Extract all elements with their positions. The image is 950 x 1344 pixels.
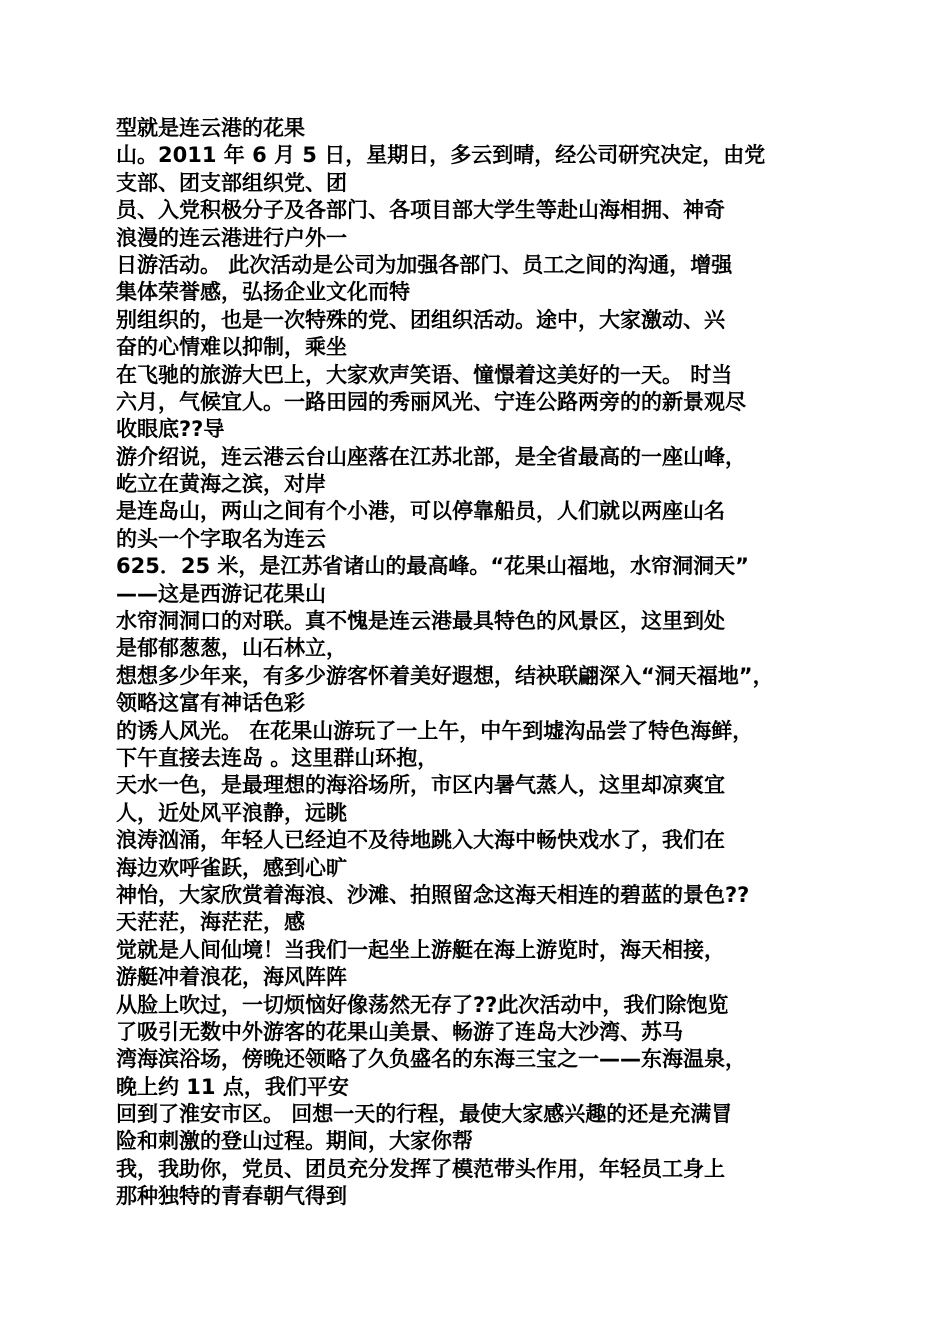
text-line: 的诱人风光。 在花果山游玩了一上午，中午到墟沟品尝了特色海鲜， [116,718,754,743]
text-line: 六月，气候宜人。一路田园的秀丽风光、宁连公路两旁的的新景观尽 [116,389,746,414]
text-line: 山。2011 年 6 月 5 日，星期日，多云到晴，经公司研究决定，由党 [116,143,766,168]
text-line: 晚上约 11 点，我们平安 [116,1074,349,1099]
text-line: 员、入党积极分子及各部门、各项目部大学生等赴山海相拥、神奇 [116,198,725,223]
text-line: 天水一色，是最理想的海浴场所，市区内暑气蒸人，这里却凉爽宜 [116,773,725,798]
text-line: 觉就是人间仙境！当我们一起坐上游艇在海上游览时，海天相接， [116,937,725,962]
text-line: 回到了淮安市区。 回想一天的行程，最使大家感兴趣的还是充满冒 [116,1102,733,1127]
text-line: 型就是连云港的花果 [116,116,305,140]
text-line: 海边欢呼雀跃，感到心旷 [116,855,347,880]
text-line: ——这是西游记花果山 [116,581,326,606]
text-line: 领略这富有神话色彩 [116,691,305,716]
text-line: 那种独特的青春朝气得到 [116,1184,347,1209]
text-line: 我，我助你，党员、团员充分发挥了模范带头作用，年轻员工身上 [116,1156,725,1181]
text-line: 险和刺激的登山过程。期间，大家你帮 [116,1129,473,1154]
text-line: 是郁郁葱葱，山石林立， [116,636,347,661]
document-body [116,115,846,1211]
text-line: 下午直接去连岛 。这里群山环抱， [116,745,439,770]
text-line: 游艇冲着浪花，海风阵阵 [116,965,347,990]
text-line: 水帘洞洞口的对联。真不愧是连云港最具特色的风景区，这里到处 [116,609,725,634]
text-line: 神怡，大家欣赏着海浪、沙滩、拍照留念这海天相连的碧蓝的景色?? [116,882,750,907]
text-line: 奋的心情难以抑制，乘坐 [116,335,347,360]
text-line: 天茫茫，海茫茫，感 [116,910,305,935]
text-line: 屹立在黄海之滨，对岸 [116,472,326,497]
text-line: 625．25 米，是江苏省诸山的最高峰。“花果山福地，水帘洞洞天” [116,554,749,579]
text-line: 游介绍说，连云港云台山座落在江苏北部，是全省最高的一座山峰， [116,444,746,469]
text-line: 集体荣誉感，弘扬企业文化而特 [116,280,410,305]
text-line: 收眼底??导 [116,417,225,442]
text-line: 从脸上吹过，一切烦恼好像荡然无存了??此次活动中，我们除饱览 [116,992,729,1017]
text-line: 别组织的，也是一次特殊的党、团组织活动。途中，大家激动、兴 [116,307,725,332]
text-line: 日游活动。 此次活动是公司为加强各部门、员工之间的沟通，增强 [116,252,733,277]
text-line: 是连岛山，两山之间有个小港，可以停靠船员，人们就以两座山名 [116,499,725,524]
text-line: 人，近处风平浪静，远眺 [116,800,347,825]
text-line: 浪涛汹涌，年轻人已经迫不及待地跳入大海中畅快戏水了，我们在 [116,828,725,853]
text-line: 想想多少年来，有多少游客怀着美好遐想，结袂联翩深入“洞天福地”， [116,663,774,688]
text-line: 湾海滨浴场，傍晚还领略了久负盛名的东海三宝之一——东海温泉， [116,1047,746,1072]
text-line: 支部、团支部组织党、团 [116,170,347,195]
text-line: 浪漫的连云港进行户外一 [116,225,347,250]
text-line: 在飞驰的旅游大巴上，大家欢声笑语、憧憬着这美好的一天。 时当 [116,362,733,387]
text-line: 了吸引无数中外游客的花果山美景、畅游了连岛大沙湾、苏马 [116,1019,683,1044]
text-line: 的头一个字取名为连云 [116,526,326,551]
